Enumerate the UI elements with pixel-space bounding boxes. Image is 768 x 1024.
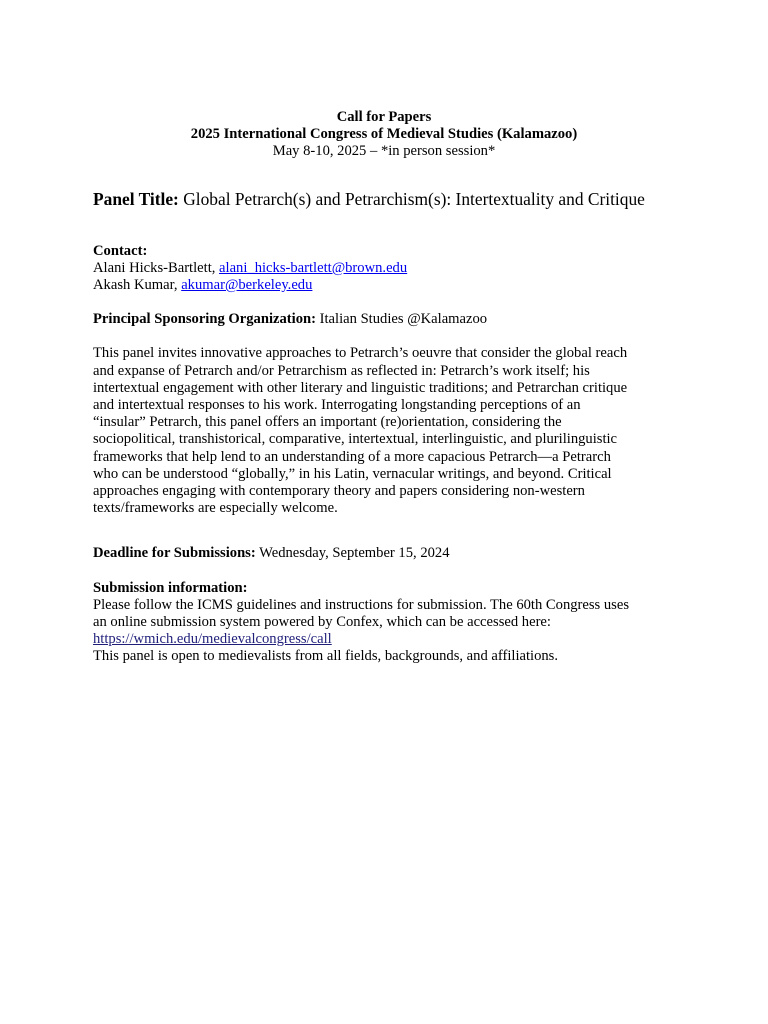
- panel-title-label: Panel Title:: [93, 188, 179, 209]
- contact-name: Akash Kumar,: [93, 277, 182, 294]
- submission-text-line: Please follow the ICMS guidelines and instructions for submission. The 60th Congress uses: [93, 596, 630, 613]
- congress-title: 2025 International Congress of Medieval Studies (Kalamazoo): [190, 126, 578, 143]
- description-line: who can be understood “globally,” in his Latin, vernacular writings, and beyond. Critical: [93, 465, 612, 482]
- deadline-label: Deadline for Submissions:: [93, 545, 256, 562]
- panel-title-text: Global Petrarch(s) and Petrarchism(s): Intertextuality and Critique: [183, 188, 645, 209]
- description-paragraph: [93, 345, 683, 517]
- sponsor-value: Italian Studies @Kalamazoo: [319, 311, 488, 328]
- call-for-papers-heading: Call for Papers: [336, 109, 432, 125]
- description-line: intertextual engagement with other literary and linguistic traditions; and Petrarchan critique: [93, 379, 628, 396]
- description-line: “insular” Petrarch, this panel offers an important (re)orientation, considering the: [93, 414, 562, 431]
- deadline-value: Wednesday, September 15, 2024: [259, 545, 450, 562]
- contact-label: Contact:: [93, 242, 148, 259]
- sponsor-section: [93, 311, 683, 328]
- contact-person: [93, 260, 683, 277]
- description-line: frameworks that help lend to an understanding of a more capacious Petrarch—a Petrarch: [93, 448, 611, 465]
- submission-url-link[interactable]: https://wmich.edu/medievalcongress/call: [93, 631, 332, 648]
- submission-text-line: an online submission system powered by Confex, which can be accessed here:: [93, 614, 551, 631]
- submission-label: Submission information:: [93, 579, 248, 596]
- contact-email-link[interactable]: alani_hicks-bartlett@brown.edu: [219, 259, 408, 276]
- document-header: [0, 109, 768, 161]
- congress-dates: May 8-10, 2025 – *in person session*: [272, 143, 496, 160]
- sponsor-label: Principal Sponsoring Organization:: [93, 311, 316, 328]
- submission-section: [93, 580, 683, 666]
- contact-person: [93, 277, 683, 294]
- description-line: texts/frameworks are especially welcome.: [93, 500, 338, 517]
- contact-email-link[interactable]: akumar@berkeley.edu: [181, 277, 313, 294]
- description-line: and expanse of Petrarch and/or Petrarchism as reflected in: Petrarch’s work itself; his: [93, 362, 590, 379]
- contact-section: [93, 243, 683, 295]
- panel-title-block: [93, 188, 683, 210]
- description-line: This panel invites innovative approaches to Petrarch’s oeuvre that consider the global reach: [93, 345, 628, 362]
- description-line: sociopolitical, transhistorical, comparative, intertextual, interlinguistic, and plurilinguistic: [93, 431, 618, 448]
- deadline-section: [93, 545, 683, 562]
- contact-name: Alani Hicks-Bartlett,: [93, 259, 220, 276]
- description-line: approaches engaging with contemporary theory and papers considering non-western: [93, 483, 585, 500]
- document-page: [93, 109, 683, 666]
- description-line: and intertextual responses to his work. Interrogating longstanding perceptions of an: [93, 397, 581, 414]
- submission-text-line: This panel is open to medievalists from all fields, backgrounds, and affiliations.: [93, 648, 559, 665]
